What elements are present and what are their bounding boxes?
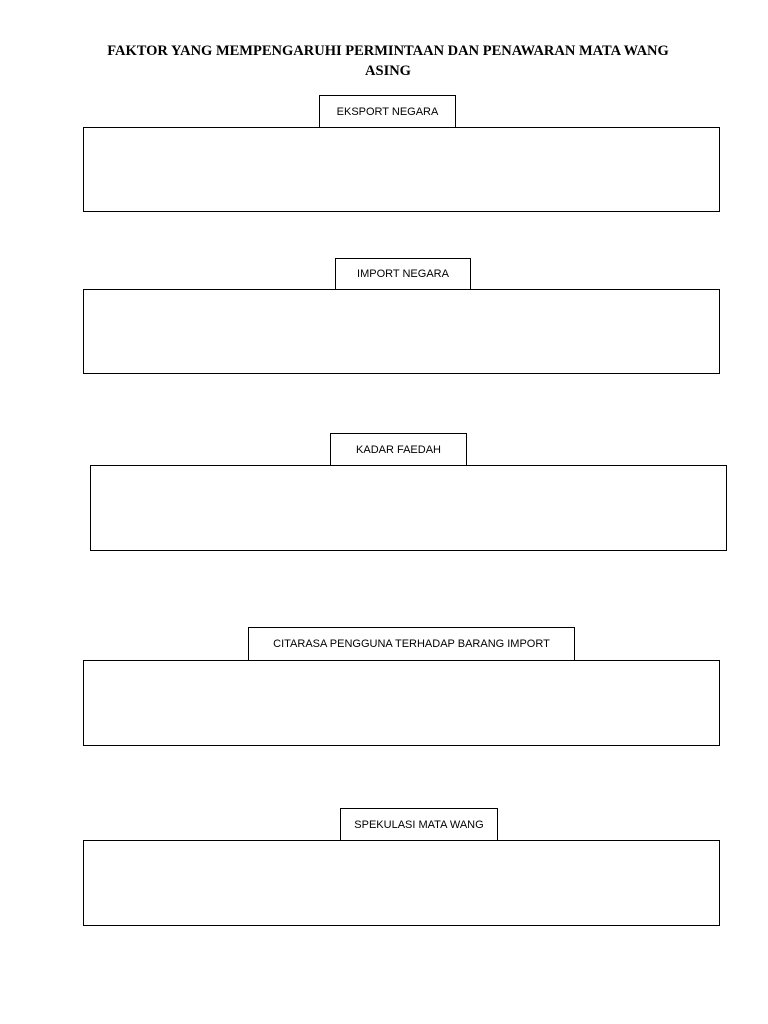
answer-box-kadar-faedah[interactable]	[90, 465, 727, 551]
section-label-import-negara: IMPORT NEGARA	[335, 258, 471, 290]
page-title-line-2: ASING	[365, 63, 411, 79]
answer-box-spekulasi-mata-wang[interactable]	[83, 840, 720, 926]
section-label-citarasa-pengguna: CITARASA PENGGUNA TERHADAP BARANG IMPORT	[248, 627, 575, 661]
section-label-eksport-negara: EKSPORT NEGARA	[319, 95, 456, 128]
section-label-spekulasi-mata-wang: SPEKULASI MATA WANG	[340, 808, 498, 841]
page-title-line-1: FAKTOR YANG MEMPENGARUHI PERMINTAAN DAN PENAWARAN MATA WANG	[107, 43, 669, 59]
answer-box-eksport-negara[interactable]	[83, 127, 720, 212]
page-title	[80, 41, 696, 81]
section-label-kadar-faedah: KADAR FAEDAH	[330, 433, 467, 466]
answer-box-import-negara[interactable]	[83, 289, 720, 374]
answer-box-citarasa-pengguna[interactable]	[83, 660, 720, 746]
